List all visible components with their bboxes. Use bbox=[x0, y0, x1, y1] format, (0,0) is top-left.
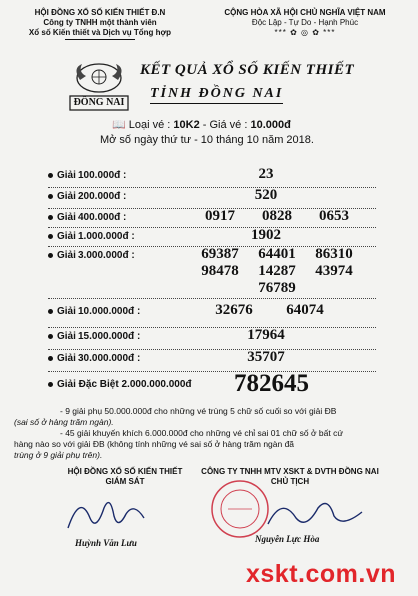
handwritten-signature-icon bbox=[262, 494, 372, 534]
prize-number: 69387 bbox=[201, 246, 239, 262]
page-subtitle: TỈNH ĐỒNG NAI bbox=[150, 86, 283, 104]
header-country: CỘNG HÒA XÃ HỘI CHỦ NGHĨA VIỆT NAM bbox=[224, 8, 386, 17]
prize-colon: : bbox=[120, 212, 127, 223]
special-prize-amount: 2.000.000.000đ bbox=[121, 379, 192, 390]
bullet-icon bbox=[48, 173, 53, 178]
prize-number: 32676 bbox=[215, 302, 253, 318]
special-prize-label bbox=[48, 379, 192, 390]
prize-number: 35707 bbox=[247, 349, 285, 365]
bullet-icon bbox=[48, 215, 53, 220]
prize-name: Giải bbox=[57, 306, 76, 317]
draw-date: Mở số ngày thứ tư - 10 tháng 10 năm 2018. bbox=[100, 134, 314, 146]
sig-left-title: HỘI ĐỒNG XỔ SỐ KIẾN THIẾT bbox=[67, 467, 183, 476]
header-company-sub: Xổ số Kiến thiết và Dịch vụ Tổng hợp bbox=[28, 28, 172, 37]
prize-number: 23 bbox=[258, 166, 274, 182]
book-icon: 📖 bbox=[112, 119, 126, 131]
bullet-icon bbox=[48, 334, 53, 339]
prize-colon: : bbox=[120, 191, 127, 202]
prize-colon: : bbox=[134, 353, 141, 364]
note-line: (sai số ở hàng trăm ngàn). bbox=[14, 417, 114, 427]
dong-nai-logo bbox=[66, 58, 132, 112]
prize-colon: : bbox=[128, 231, 135, 242]
prize-number: 64401 bbox=[258, 246, 296, 262]
prize-label bbox=[48, 353, 76, 364]
prize-number: 14287 bbox=[258, 263, 296, 279]
prize-name: Giải bbox=[57, 212, 76, 223]
prize-colon: : bbox=[134, 331, 141, 342]
bullet-icon bbox=[48, 234, 53, 239]
prize-number: 17964 bbox=[247, 327, 285, 343]
note-line: - 45 giải khuyến khích 6.000.000đ cho những vé chỉ sai 01 chữ số ở bất cứ bbox=[60, 428, 344, 438]
prize-amount bbox=[78, 250, 135, 261]
notes bbox=[14, 406, 404, 461]
prize-label bbox=[48, 331, 76, 342]
handwritten-signature-icon bbox=[60, 488, 160, 538]
prize-label bbox=[48, 191, 76, 202]
prize-amount bbox=[78, 353, 140, 364]
prize-amount-value: 400.000đ bbox=[78, 212, 121, 223]
prize-number: 520 bbox=[254, 187, 278, 203]
prize-label bbox=[48, 250, 76, 261]
prize-label bbox=[48, 170, 76, 181]
prize-number: 0917 bbox=[205, 208, 235, 224]
prize-number: 0828 bbox=[262, 208, 292, 224]
prize-amount bbox=[78, 212, 126, 223]
row-divider bbox=[48, 371, 376, 372]
sig-right-role: CHỦ TỊCH bbox=[270, 477, 310, 486]
bullet-icon bbox=[48, 194, 53, 199]
prize-name: Giải bbox=[57, 231, 76, 242]
prize-amount bbox=[78, 231, 135, 242]
prize-number: 1902 bbox=[251, 227, 281, 243]
bullet-icon bbox=[48, 382, 53, 387]
prize-amount-value: 3.000.000đ bbox=[78, 250, 129, 261]
prize-label bbox=[48, 212, 76, 223]
special-prize-name: Giải Đặc Biệt bbox=[57, 379, 119, 390]
sig-left-role: GIÁM SÁT bbox=[105, 477, 145, 486]
prize-amount bbox=[78, 191, 126, 202]
prize-number: 0653 bbox=[319, 208, 349, 224]
prize-amount bbox=[78, 306, 140, 317]
header-ornament: *** ✿ ◎ ✿ *** bbox=[274, 28, 336, 37]
bullet-icon bbox=[48, 356, 53, 361]
prize-amount-value: 100.000đ bbox=[78, 170, 121, 181]
prize-name: Giải bbox=[57, 353, 76, 364]
prize-colon: : bbox=[128, 250, 135, 261]
price-label: - Giá vé : bbox=[202, 119, 248, 131]
sig-right-title: CÔNG TY TNHH MTV XSKT & DVTH ĐỒNG NAI bbox=[201, 467, 379, 476]
note-line: trùng ở 9 giải phụ trên). bbox=[14, 450, 103, 460]
prize-label bbox=[48, 231, 76, 242]
row-divider bbox=[48, 187, 376, 188]
prize-number: 98478 bbox=[201, 263, 239, 279]
watermark-logo: xskt.com.vn bbox=[246, 560, 397, 588]
prize-name: Giải bbox=[57, 250, 76, 261]
page-title: KẾT QUẢ XỔ SỐ KIẾN THIẾT bbox=[140, 62, 355, 78]
signer-right-name: Nguyễn Lực Hòa bbox=[255, 534, 320, 544]
header-motto: Độc Lập - Tự Do - Hạnh Phúc bbox=[251, 18, 359, 27]
prize-amount-value: 15.000.000đ bbox=[78, 331, 135, 342]
header-left bbox=[10, 8, 190, 40]
prize-name: Giải bbox=[57, 191, 76, 202]
row-divider bbox=[48, 327, 376, 328]
prize-number: 64074 bbox=[286, 302, 324, 318]
note-line: - 9 giải phụ 50.000.000đ cho những vé trùng 5 chữ số cuối so với giải ĐB bbox=[60, 406, 337, 416]
prize-amount-value: 1.000.000đ bbox=[78, 231, 129, 242]
special-prize-number: 782645 bbox=[234, 370, 309, 397]
prize-amount-value: 200.000đ bbox=[78, 191, 121, 202]
bullet-icon bbox=[48, 309, 53, 314]
signature-left bbox=[50, 467, 200, 487]
prize-amount-value: 30.000.000đ bbox=[78, 353, 135, 364]
prize-amount bbox=[78, 170, 126, 181]
prize-name: Giải bbox=[57, 170, 76, 181]
ticket-label: Loại vé : bbox=[128, 119, 171, 131]
header-org: HỘI ĐỒNG XỔ SỐ KIẾN THIẾT Đ.N bbox=[34, 8, 166, 17]
ticket-code: 10K2 bbox=[173, 119, 200, 131]
bullet-icon bbox=[48, 253, 53, 258]
prize-number: 86310 bbox=[315, 246, 353, 262]
prize-label bbox=[48, 306, 76, 317]
note-line: hàng nào so với giải ĐB (không tính những vé sai số ở hàng trăm ngàn đã bbox=[14, 439, 295, 449]
prize-amount-value: 10.000.000đ bbox=[78, 306, 135, 317]
row-divider bbox=[48, 227, 376, 228]
logo-text: ĐỒNG NAI bbox=[73, 97, 125, 108]
row-divider bbox=[48, 298, 376, 299]
prize-amount bbox=[78, 331, 140, 342]
row-divider bbox=[48, 349, 376, 350]
ticket-info bbox=[112, 118, 291, 131]
prize-name: Giải bbox=[57, 331, 76, 342]
prize-number: 43974 bbox=[315, 263, 353, 279]
header-right bbox=[205, 8, 405, 38]
header-company: Công ty TNHH một thành viên bbox=[43, 18, 157, 27]
prize-colon: : bbox=[120, 170, 127, 181]
ticket-price: 10.000đ bbox=[250, 119, 291, 131]
prize-number: 76789 bbox=[258, 280, 296, 296]
prize-colon: : bbox=[134, 306, 141, 317]
signer-left-name: Huỳnh Văn Lưu bbox=[75, 538, 137, 548]
